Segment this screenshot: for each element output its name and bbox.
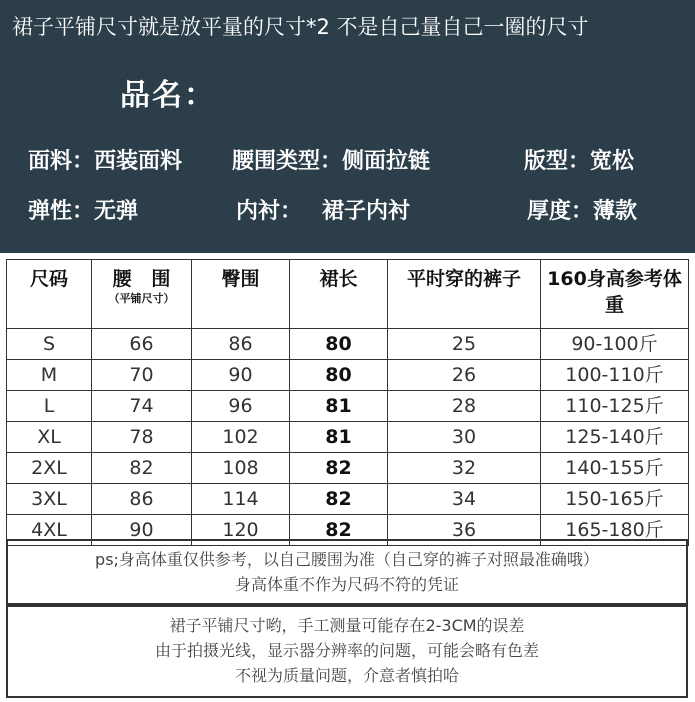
measurement-note-line: 裙子平铺尺寸哟，手工测量可能存在2-3CM的误差 xyxy=(169,616,525,635)
cell-hip: 90 xyxy=(192,360,290,391)
size-explanation: 裙子平铺尺寸就是放平量的尺寸*2 不是自己量自己一圈的尺寸 xyxy=(12,15,589,39)
cell-size: S xyxy=(7,329,92,360)
cell-size: L xyxy=(7,391,92,422)
cell-hip: 102 xyxy=(192,422,290,453)
cell-size: 2XL xyxy=(7,453,92,484)
cell-weight: 100-110斤 xyxy=(541,360,689,391)
cell-length: 80 xyxy=(290,360,388,391)
attr-elasticity xyxy=(28,194,138,225)
col-header-hip: 臀围 xyxy=(192,260,290,329)
table-row xyxy=(7,329,689,360)
attr-fabric-label: 面料： xyxy=(28,149,95,174)
cell-weight: 140-155斤 xyxy=(541,453,689,484)
attr-waist-type xyxy=(232,144,430,175)
table-row xyxy=(7,360,689,391)
attr-waist-type-value: 侧面拉链 xyxy=(342,148,431,174)
cell-weight: 150-165斤 xyxy=(541,484,689,515)
cell-waist: 74 xyxy=(92,391,192,422)
measurement-note-box xyxy=(6,605,688,698)
size-table xyxy=(6,259,689,546)
cell-pants: 26 xyxy=(388,360,541,391)
attr-fit-value: 宽松 xyxy=(590,148,635,174)
cell-length: 82 xyxy=(290,484,388,515)
cell-size: M xyxy=(7,360,92,391)
table-row xyxy=(7,484,689,515)
attr-fit-label: 版型： xyxy=(524,149,591,174)
table-row xyxy=(7,422,689,453)
cell-size: 4XL xyxy=(7,515,92,546)
header-panel xyxy=(0,0,695,253)
col-header-length: 裙长 xyxy=(290,260,388,329)
table-row xyxy=(7,453,689,484)
attr-lining-value: 裙子内衬 xyxy=(322,198,411,224)
cell-length: 81 xyxy=(290,391,388,422)
measurement-note-line: 由于拍摄光线，显示器分辨率的问题，可能会略有色差 xyxy=(154,641,539,660)
cell-weight: 125-140斤 xyxy=(541,422,689,453)
col-header-waist xyxy=(92,260,192,329)
col-header-size: 尺码 xyxy=(7,260,92,329)
table-row xyxy=(7,391,689,422)
cell-size: 3XL xyxy=(7,484,92,515)
cell-waist: 86 xyxy=(92,484,192,515)
cell-waist: 90 xyxy=(92,515,192,546)
attr-elasticity-label: 弹性： xyxy=(28,199,95,224)
col-header-weight: 160身高参考体重 xyxy=(541,260,689,329)
reference-note-line: 身高体重不作为尺码不符的凭证 xyxy=(234,575,459,594)
attr-thickness-value: 薄款 xyxy=(593,198,638,224)
cell-hip: 120 xyxy=(192,515,290,546)
cell-pants: 32 xyxy=(388,453,541,484)
cell-waist: 66 xyxy=(92,329,192,360)
cell-waist: 82 xyxy=(92,453,192,484)
cell-pants: 30 xyxy=(388,422,541,453)
attr-lining-label: 内衬： xyxy=(236,199,303,224)
size-table-header-row xyxy=(7,260,689,329)
cell-hip: 86 xyxy=(192,329,290,360)
attr-fabric-value: 西装面料 xyxy=(94,148,183,174)
cell-pants: 25 xyxy=(388,329,541,360)
product-name-label: 品名： xyxy=(120,78,216,113)
reference-note-line: ps;身高体重仅供参考，以自己腰围为准（自己穿的裤子对照最准确哦） xyxy=(95,550,599,569)
measurement-note-line: 不视为质量问题，介意者慎拍哈 xyxy=(234,666,459,685)
reference-note-box xyxy=(6,539,688,605)
cell-pants: 34 xyxy=(388,484,541,515)
cell-hip: 114 xyxy=(192,484,290,515)
cell-weight: 110-125斤 xyxy=(541,391,689,422)
attr-fabric xyxy=(28,144,182,175)
cell-hip: 96 xyxy=(192,391,290,422)
cell-length: 81 xyxy=(290,422,388,453)
cell-length: 82 xyxy=(290,515,388,546)
cell-waist: 78 xyxy=(92,422,192,453)
cell-weight: 165-180斤 xyxy=(541,515,689,546)
attr-fit xyxy=(524,144,634,175)
cell-waist: 70 xyxy=(92,360,192,391)
col-header-waist-label: 腰 围 xyxy=(112,268,171,290)
cell-length: 82 xyxy=(290,453,388,484)
cell-size: XL xyxy=(7,422,92,453)
col-header-pants: 平时穿的裤子 xyxy=(388,260,541,329)
cell-hip: 108 xyxy=(192,453,290,484)
cell-pants: 28 xyxy=(388,391,541,422)
attr-lining xyxy=(236,194,410,225)
cell-weight: 90-100斤 xyxy=(541,329,689,360)
attr-thickness-label: 厚度： xyxy=(527,199,594,224)
attr-elasticity-value: 无弹 xyxy=(94,198,139,224)
cell-length: 80 xyxy=(290,329,388,360)
cell-pants: 36 xyxy=(388,515,541,546)
attr-waist-type-label: 腰围类型： xyxy=(232,149,343,174)
col-header-waist-sub: （平铺尺寸） xyxy=(108,292,175,305)
attr-thickness xyxy=(527,194,637,225)
